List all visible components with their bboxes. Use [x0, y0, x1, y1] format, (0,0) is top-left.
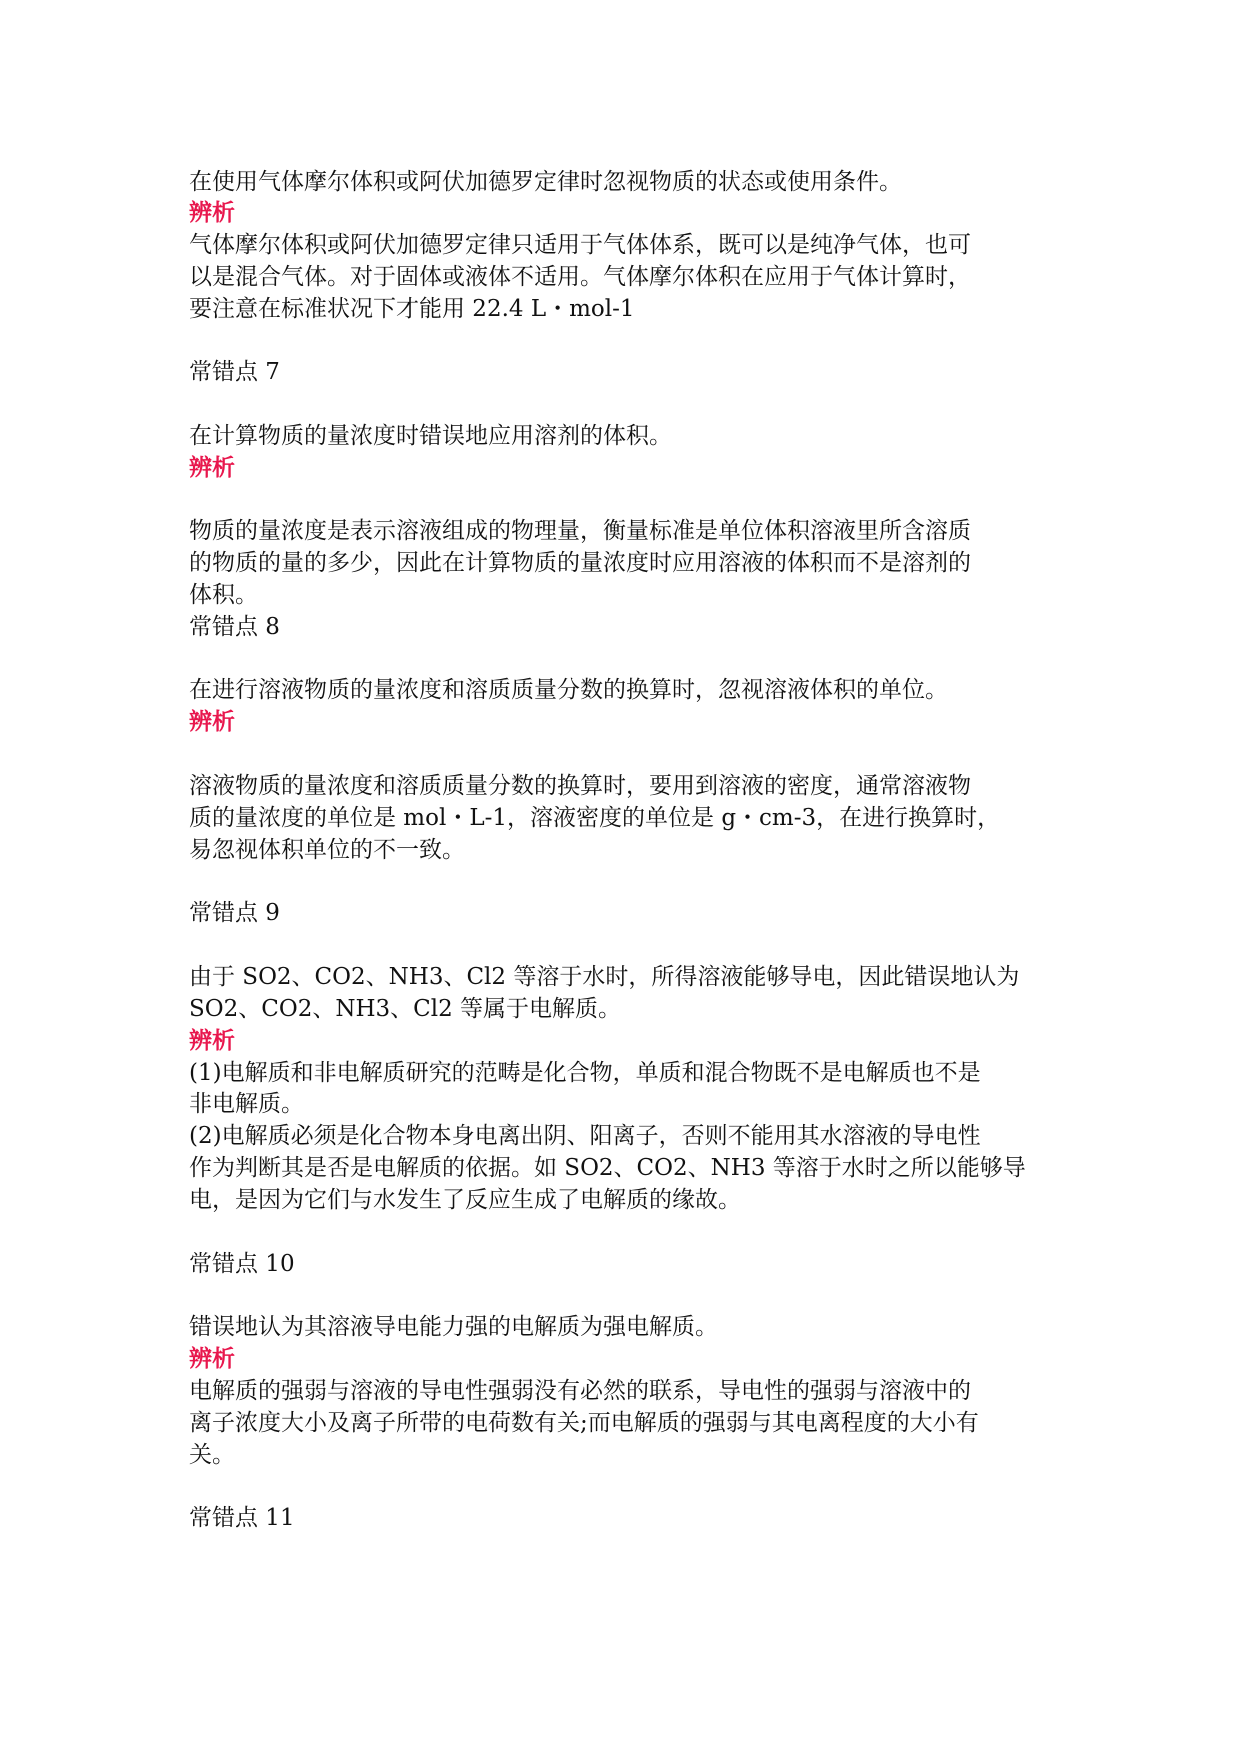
text-line: 错误地认为其溶液导电能力强的电解质为强电解质。: [189, 1314, 718, 1340]
section-heading: 常错点 8: [189, 614, 280, 640]
analysis-label: 辨析: [189, 455, 235, 481]
text-line: (1)电解质和非电解质研究的范畴是化合物，单质和混合物既不是电解质也不是: [189, 1060, 981, 1086]
analysis-label: 辨析: [189, 1346, 235, 1372]
analysis-label: 辨析: [189, 200, 235, 226]
analysis-label: 辨析: [189, 1028, 235, 1054]
text-line: SO2、CO2、NH3、Cl2 等属于电解质。: [189, 996, 622, 1022]
text-line: 电解质的强弱与溶液的导电性强弱没有必然的联系，导电性的强弱与溶液中的: [189, 1378, 971, 1404]
text-line: 作为判断其是否是电解质的依据。如 SO2、CO2、NH3 等溶于水时之所以能够导: [189, 1155, 1026, 1181]
text-line: 以是混合气体。对于固体或液体不适用。气体摩尔体积在应用于气体计算时，: [189, 264, 971, 290]
text-line: 气体摩尔体积或阿伏加德罗定律只适用于气体体系，既可以是纯净气体，也可: [189, 232, 971, 258]
text-line: 体积。: [189, 582, 258, 608]
text-line: (2)电解质必须是化合物本身电离出阴、阳离子，否则不能用其水溶液的导电性: [189, 1123, 981, 1149]
text-line: 由于 SO2、CO2、NH3、Cl2 等溶于水时，所得溶液能够导电，因此错误地认为: [189, 964, 1020, 990]
text-line: 在计算物质的量浓度时错误地应用溶剂的体积。: [189, 423, 672, 449]
text-line: 关。: [189, 1442, 235, 1468]
section-heading: 常错点 10: [189, 1251, 295, 1277]
text-line: 溶液物质的量浓度和溶质质量分数的换算时，要用到溶液的密度，通常溶液物: [189, 773, 971, 799]
text-line: 质的量浓度的单位是 mol・L-1，溶液密度的单位是 g・cm-3，在进行换算时，: [189, 805, 1001, 831]
text-line: 在进行溶液物质的量浓度和溶质质量分数的换算时，忽视溶液体积的单位。: [189, 677, 948, 703]
text-line: 物质的量浓度是表示溶液组成的物理量，衡量标准是单位体积溶液里所含溶质: [189, 518, 971, 544]
text-line: 要注意在标准状况下才能用 22.4 L・mol-1: [189, 296, 635, 322]
text-line: 在使用气体摩尔体积或阿伏加德罗定律时忽视物质的状态或使用条件。: [189, 169, 902, 195]
section-heading: 常错点 11: [189, 1505, 295, 1531]
text-line: 离子浓度大小及离子所带的电荷数有关;而电解质的强弱与其电离程度的大小有: [189, 1410, 979, 1436]
analysis-label: 辨析: [189, 709, 235, 735]
text-line: 电，是因为它们与水发生了反应生成了电解质的缘故。: [189, 1187, 741, 1213]
section-heading: 常错点 7: [189, 359, 280, 385]
text-line: 易忽视体积单位的不一致。: [189, 837, 465, 863]
section-heading: 常错点 9: [189, 900, 280, 926]
text-line: 非电解质。: [189, 1091, 304, 1117]
text-line: 的物质的量的多少，因此在计算物质的量浓度时应用溶液的体积而不是溶剂的: [189, 550, 971, 576]
